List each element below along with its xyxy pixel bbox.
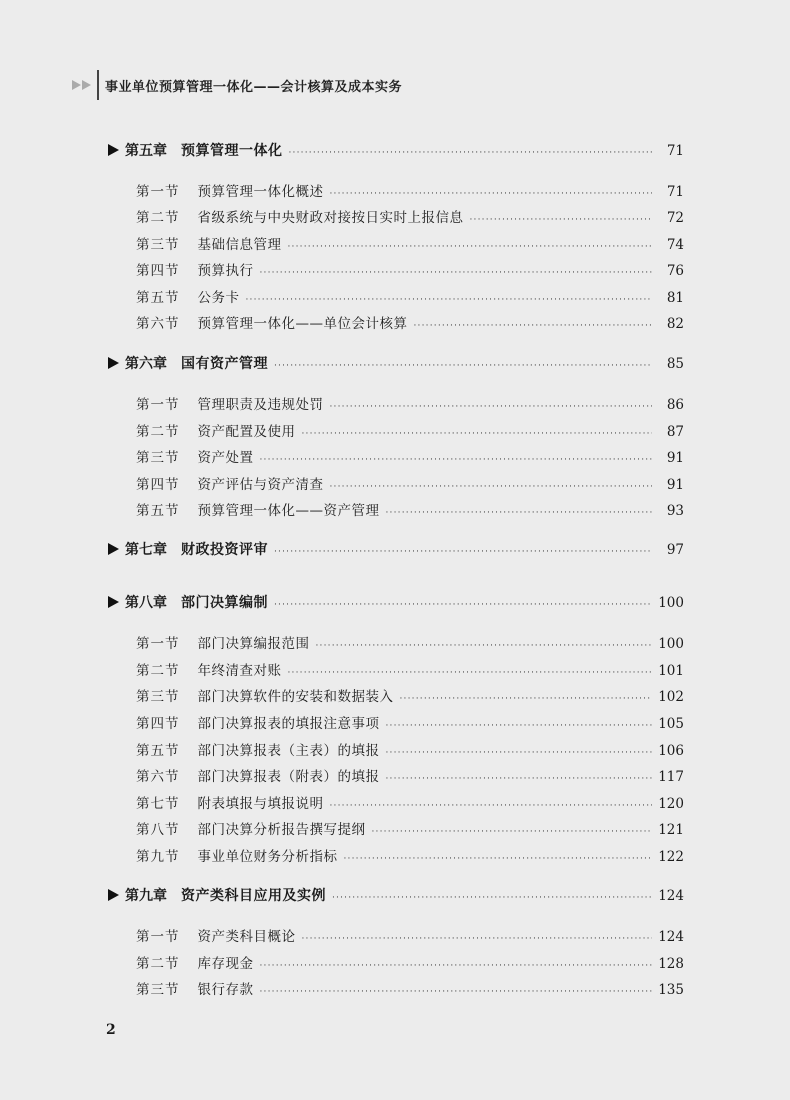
toc-chapter-9[interactable]: [108, 885, 684, 905]
section-number: 第三节: [136, 982, 180, 998]
leader-dots: [288, 242, 653, 252]
leader-dots: [274, 547, 652, 557]
section-title: 资产处置: [197, 450, 254, 466]
section-title: 年终清查对账: [197, 663, 282, 679]
toc-section[interactable]: [136, 792, 684, 812]
leader-dots: [344, 854, 653, 864]
book-title: 事业单位预算管理一体化——会计核算及成本实务: [105, 79, 403, 95]
leader-dots: [332, 893, 652, 903]
page-ref: 106: [658, 743, 684, 759]
chapter-title: 国有资产管理: [181, 356, 268, 372]
chapter-arrow-icon: [108, 596, 119, 608]
section-number: 第四节: [136, 716, 180, 732]
section-title: 部门决算报表的填报注意事项: [197, 716, 380, 732]
page-ref: 91: [666, 477, 684, 493]
leader-dots: [386, 774, 653, 784]
page-ref: 72: [666, 210, 684, 226]
leader-dots: [414, 321, 653, 331]
section-number: 第五节: [136, 503, 180, 519]
toc-section[interactable]: [136, 739, 684, 759]
chapter-title: 财政投资评审: [181, 542, 268, 558]
section-title: 部门决算报表（附表）的填报: [197, 769, 380, 785]
leader-dots: [386, 508, 653, 518]
toc-chapter-7[interactable]: [108, 539, 684, 559]
toc-section[interactable]: [136, 233, 684, 253]
chapter-number: 第八章: [125, 595, 167, 611]
section-title: 预算管理一体化——资产管理: [197, 503, 380, 519]
leader-dots: [470, 215, 653, 225]
chapter-title: 部门决算编制: [181, 595, 268, 611]
toc-section[interactable]: [136, 765, 684, 785]
toc-section[interactable]: [136, 499, 684, 519]
page-ref: 121: [658, 822, 684, 838]
page-ref: 120: [658, 796, 684, 812]
leader-dots: [330, 482, 653, 492]
section-title: 部门决算分析报告撰写提纲: [197, 822, 366, 838]
page-ref: 97: [666, 542, 684, 558]
page-ref: 102: [658, 689, 684, 705]
page-number: 2: [106, 1022, 116, 1038]
leader-dots: [372, 827, 653, 837]
section-number: 第四节: [136, 263, 180, 279]
toc-section[interactable]: [136, 952, 684, 972]
section-number: 第二节: [136, 210, 180, 226]
toc-chapter-5[interactable]: [108, 140, 684, 160]
leader-dots: [260, 987, 653, 997]
leader-dots: [274, 600, 652, 610]
toc-chapter-6[interactable]: [108, 353, 684, 373]
page-ref: 87: [666, 424, 684, 440]
page-ref: 86: [666, 397, 684, 413]
leader-dots: [260, 455, 653, 465]
leader-dots: [302, 934, 653, 944]
toc-section[interactable]: [136, 286, 684, 306]
toc-section[interactable]: [136, 259, 684, 279]
leader-dots: [400, 694, 653, 704]
section-number: 第七节: [136, 796, 180, 812]
section-number: 第四节: [136, 477, 180, 493]
section-title: 银行存款: [197, 982, 254, 998]
chapter-number: 第七章: [125, 542, 167, 558]
section-title: 部门决算软件的安装和数据装入: [197, 689, 394, 705]
toc-section[interactable]: [136, 659, 684, 679]
leader-dots: [386, 721, 653, 731]
toc-section[interactable]: [136, 712, 684, 732]
section-title: 预算管理一体化概述: [197, 184, 324, 200]
header-arrows-icon: [72, 80, 91, 90]
section-title: 预算管理一体化——单位会计核算: [197, 316, 408, 332]
toc-section[interactable]: [136, 473, 684, 493]
section-number: 第三节: [136, 689, 180, 705]
toc-section[interactable]: [136, 393, 684, 413]
page-ref: 100: [658, 636, 684, 652]
leader-dots: [386, 748, 653, 758]
page-ref: 82: [666, 316, 684, 332]
section-number: 第一节: [136, 929, 180, 945]
section-number: 第一节: [136, 397, 180, 413]
toc-section[interactable]: [136, 818, 684, 838]
page-ref: 76: [666, 263, 684, 279]
leader-dots: [288, 668, 653, 678]
leader-dots: [316, 641, 653, 651]
running-header: [72, 70, 402, 100]
toc-section[interactable]: [136, 632, 684, 652]
page-ref: 85: [666, 356, 684, 372]
toc-section[interactable]: [136, 180, 684, 200]
page-ref: 100: [658, 595, 684, 611]
section-number: 第二节: [136, 424, 180, 440]
section-number: 第一节: [136, 184, 180, 200]
section-number: 第三节: [136, 450, 180, 466]
section-number: 第五节: [136, 290, 180, 306]
page-ref: 93: [666, 503, 684, 519]
page-ref: 124: [658, 929, 684, 945]
page-ref: 135: [658, 982, 684, 998]
section-title: 附表填报与填报说明: [197, 796, 324, 812]
section-number: 第二节: [136, 956, 180, 972]
toc-section[interactable]: [136, 312, 684, 332]
toc-section[interactable]: [136, 845, 684, 865]
toc-section[interactable]: [136, 685, 684, 705]
page-ref: 74: [666, 237, 684, 253]
section-title: 部门决算编报范围: [197, 636, 310, 652]
chapter-arrow-icon: [108, 543, 119, 555]
page-ref: 117: [658, 769, 684, 785]
toc-section[interactable]: [136, 446, 684, 466]
section-title: 资产类科目概论: [197, 929, 296, 945]
toc-section[interactable]: [136, 206, 684, 226]
toc-section[interactable]: [136, 925, 684, 945]
section-title: 基础信息管理: [197, 237, 282, 253]
leader-dots: [260, 268, 653, 278]
page-ref: 71: [666, 184, 684, 200]
page-ref: 81: [666, 290, 684, 306]
section-number: 第三节: [136, 237, 180, 253]
page-ref: 91: [666, 450, 684, 466]
leader-dots: [274, 361, 652, 371]
section-title: 管理职责及违规处罚: [197, 397, 324, 413]
section-number: 第二节: [136, 663, 180, 679]
section-title: 事业单位财务分析指标: [197, 849, 338, 865]
page-ref: 105: [658, 716, 684, 732]
leader-dots: [289, 148, 653, 158]
section-number: 第九节: [136, 849, 180, 865]
section-title: 预算执行: [197, 263, 254, 279]
section-number: 第六节: [136, 769, 180, 785]
section-number: 第八节: [136, 822, 180, 838]
leader-dots: [330, 402, 653, 412]
chapter-title: 资产类科目应用及实例: [181, 888, 326, 904]
section-title: 公务卡: [197, 290, 240, 306]
chapter-arrow-icon: [108, 357, 119, 369]
page-ref: 122: [658, 849, 684, 865]
toc-chapter-8[interactable]: [108, 592, 684, 612]
page-ref: 101: [658, 663, 684, 679]
page-ref: 128: [658, 956, 684, 972]
leader-dots: [330, 189, 653, 199]
header-divider: [97, 70, 99, 100]
chapter-arrow-icon: [108, 144, 119, 156]
chapter-title: 预算管理一体化: [181, 143, 283, 159]
section-title: 资产评估与资产清查: [197, 477, 324, 493]
toc-section[interactable]: [136, 978, 684, 998]
section-title: 部门决算报表（主表）的填报: [197, 743, 380, 759]
leader-dots: [246, 295, 653, 305]
chapter-arrow-icon: [108, 889, 119, 901]
leader-dots: [260, 961, 653, 971]
page-ref: 124: [658, 888, 684, 904]
section-title: 库存现金: [197, 956, 254, 972]
leader-dots: [330, 801, 653, 811]
leader-dots: [302, 429, 653, 439]
chapter-number: 第五章: [125, 143, 167, 159]
section-number: 第五节: [136, 743, 180, 759]
toc-section[interactable]: [136, 420, 684, 440]
page-ref: 71: [666, 143, 684, 159]
section-title: 省级系统与中央财政对接按日实时上报信息: [197, 210, 464, 226]
chapter-number: 第六章: [125, 356, 167, 372]
section-number: 第六节: [136, 316, 180, 332]
chapter-number: 第九章: [125, 888, 167, 904]
section-number: 第一节: [136, 636, 180, 652]
section-title: 资产配置及使用: [197, 424, 296, 440]
